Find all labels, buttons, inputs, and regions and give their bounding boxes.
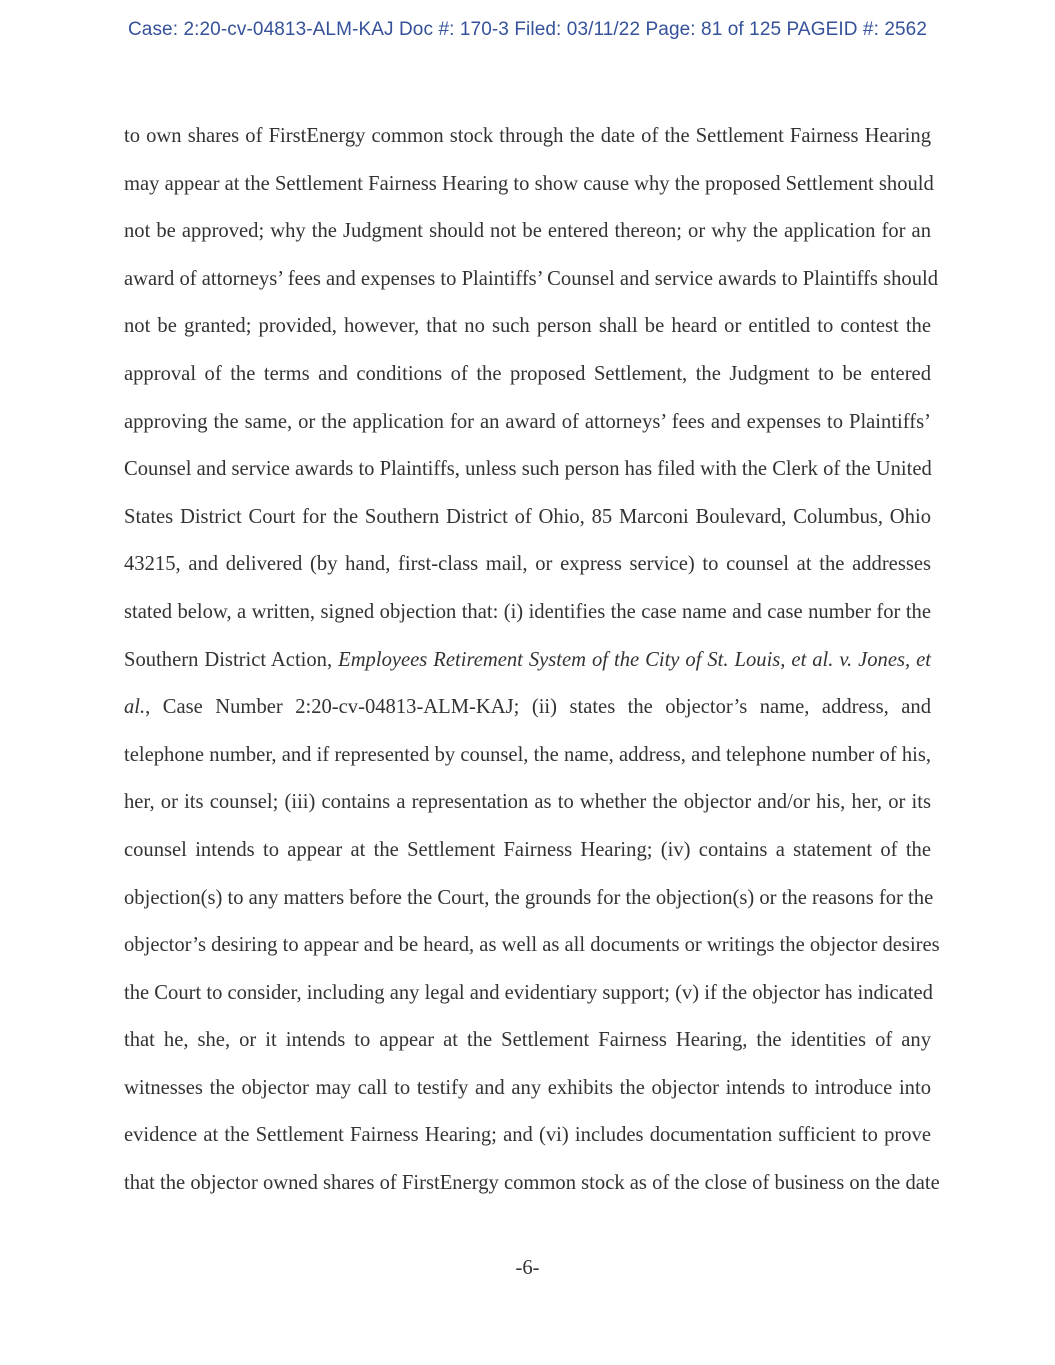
line12-prefix: Southern District Action, — [124, 648, 339, 671]
body-line-8: Counsel and service awards to Plaintiffs, unless such person has filed with the Clerk of the United — [124, 458, 932, 481]
page-number: -6- — [515, 1257, 540, 1279]
line13-suffix: , Case Number 2:20-cv-04813-ALM-KAJ; (ii) states the objector’s name, address, and — [145, 696, 931, 719]
body-line-9: States District Court for the Southern District of Ohio, 85 Marconi Boulevard, Columbus, Ohio — [124, 505, 931, 528]
case-caption-italic-end: al. — [124, 696, 146, 719]
body-line-2: may appear at the Settlement Fairness Hearing to show cause why the proposed Settlement should — [124, 172, 934, 195]
body-line-17: objection(s) to any matters before the Court, the grounds for the objection(s) or the reasons for the — [124, 886, 934, 909]
body-line-6: approval of the terms and conditions of the proposed Settlement, the Judgment to be entered — [124, 362, 931, 385]
case-header-stamp: Case: 2:20-cv-04813-ALM-KAJ Doc #: 170-3 Filed: 03/11/22 Page: 81 of 125 PAGEID #: 2562 — [127, 19, 928, 40]
case-caption-italic: Employees Retirement System of the City of St. Louis, et al. v. Jones, et — [338, 648, 931, 671]
body-line-22: evidence at the Settlement Fairness Hearing; and (vi) includes documentation sufficient to prove — [124, 1124, 931, 1147]
body-line-10: 43215, and delivered (by hand, first-class mail, or express service) to counsel at the addresses — [124, 553, 931, 576]
body-line-5: not be granted; provided, however, that no such person shall be heard or entitled to contest the — [124, 315, 931, 338]
body-line-18: objector’s desiring to appear and be heard, as well as all documents or writings the objector desires — [124, 934, 940, 957]
body-line-15: her, or its counsel; (iii) contains a representation as to whether the objector and/or his, her, or its — [124, 791, 931, 814]
body-line-1: to own shares of FirstEnergy common stock through the date of the Settlement Fairness Hearing — [124, 125, 931, 147]
body-line-4: award of attorneys’ fees and expenses to Plaintiffs’ Counsel and service awards to Plaintiffs should — [124, 267, 939, 290]
body-line-13 — [124, 684, 931, 732]
body-line-20: that he, she, or it intends to appear at the Settlement Fairness Hearing, the identities of any — [124, 1029, 931, 1052]
body-line-12 — [124, 637, 931, 685]
body-line-14: telephone number, and if represented by counsel, the name, address, and telephone number of his, — [124, 743, 931, 766]
body-line-11: stated below, a written, signed objection that: (i) identifies the case name and case number for the — [124, 600, 931, 623]
body-line-23: that the objector owned shares of FirstEnergy common stock as of the close of business on the date — [124, 1172, 940, 1195]
body-line-7: approving the same, or the application for an award of attorneys’ fees and expenses to Plaintiffs’ — [124, 410, 931, 433]
body-line-21: witnesses the objector may call to testify and any exhibits the objector intends to introduce into — [124, 1076, 931, 1099]
body-line-3: not be approved; why the Judgment should not be entered thereon; or why the application for an — [124, 220, 931, 243]
body-line-16: counsel intends to appear at the Settlement Fairness Hearing; (iv) contains a statement of the — [124, 838, 931, 861]
document-body — [124, 113, 940, 1208]
body-line-19: the Court to consider, including any legal and evidentiary support; (v) if the objector has indicated — [124, 981, 933, 1004]
